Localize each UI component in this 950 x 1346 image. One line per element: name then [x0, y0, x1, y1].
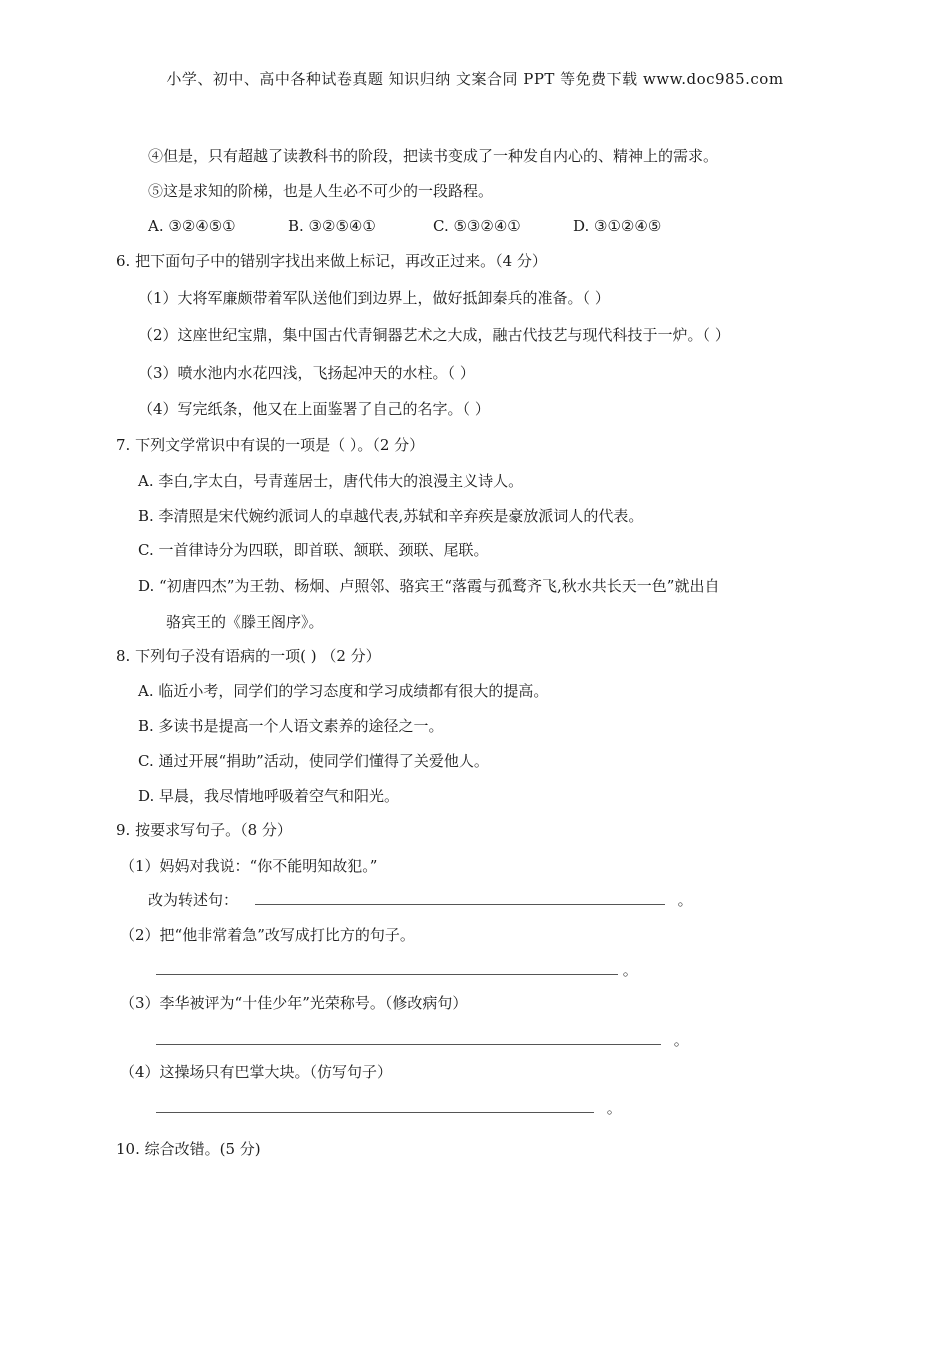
q9-item-1: （1）妈妈对我说：“你不能明知故犯。”: [120, 857, 378, 875]
q5-option-a: A. ③②④⑤①: [148, 217, 236, 235]
q8-option-c: C. 通过开展“捐助”活动，使同学们懂得了关爱他人。: [138, 752, 489, 770]
q8-option-b: B. 多读书是提高一个人语文素养的途径之一。: [138, 717, 444, 735]
q7-title: 7. 下列文学常识中有误的一项是（ ）。（2 分）: [116, 436, 425, 454]
q9-item-2: （2）把“他非常着急”改写成打比方的句子。: [120, 926, 415, 944]
q6-item-2: （2）这座世纪宝鼎，集中国古代青铜器艺术之大成，融古代技艺与现代科技于一炉。（ ）: [138, 326, 730, 344]
q7-option-d-line1: D. “初唐四杰”为王勃、杨炯、卢照邻、骆宾王“落霞与孤鹜齐飞,秋水共长天一色”就出自: [138, 577, 720, 595]
q9-item-1-prompt: 改为转述句：: [148, 891, 239, 909]
q6-item-4: （4）写完纸条，他又在上面鉴署了自己的名字。（ ）: [138, 400, 490, 418]
answer-blank-4[interactable]: [156, 1098, 594, 1113]
answer-blank-2[interactable]: [156, 960, 618, 975]
q9-title: 9. 按要求写句子。（8 分）: [116, 821, 292, 839]
q10-title: 10. 综合改错。(5 分): [116, 1140, 261, 1158]
q9-item-4-answer: [156, 1098, 622, 1118]
answer-blank-1[interactable]: [255, 890, 665, 905]
q9-item-4: （4）这操场只有巴掌大块。（仿写句子）: [120, 1063, 393, 1081]
q9-item-3: （3）李华被评为“十佳少年”光荣称号。（修改病句）: [120, 994, 468, 1012]
q6-title: 6. 把下面句子中的错别字找出来做上标记，再改正过来。（4 分）: [116, 252, 547, 270]
q9-item-3-answer: [156, 1030, 689, 1050]
q9-item-4-period: 。: [606, 1099, 622, 1117]
q5-sentence-5: ⑤这是求知的阶梯，也是人生必不可少的一段路程。: [148, 182, 494, 200]
page-header: 小学、初中、高中各种试卷真题 知识归纳 文案合同 PPT 等免费下载 www.doc985.com: [166, 70, 784, 88]
q8-title: 8. 下列句子没有语病的一项( ) （2 分）: [116, 647, 381, 665]
q5-sentence-4: ④但是，只有超越了读教科书的阶段，把读书变成了一种发自内心的、精神上的需求。: [148, 147, 719, 165]
q6-item-3: （3）喷水池内水花四浅，飞扬起冲天的水柱。（ ）: [138, 364, 475, 382]
q8-option-d: D. 早晨，我尽情地呼吸着空气和阳光。: [138, 787, 400, 805]
q7-option-c: C. 一首律诗分为四联，即首联、颔联、颈联、尾联。: [138, 541, 489, 559]
q5-option-b: B. ③②⑤④①: [288, 217, 376, 235]
q7-option-b: B. 李清照是宋代婉约派词人的卓越代表,苏轼和辛弃疾是豪放派词人的代表。: [138, 507, 644, 525]
q9-item-1-period: 。: [677, 891, 693, 909]
q9-item-2-answer: [156, 960, 638, 980]
q5-options: [148, 216, 661, 236]
q5-option-c: C. ⑤③②④①: [433, 217, 521, 235]
q9-item-3-period: 。: [673, 1031, 689, 1049]
q9-item-2-period: 。: [622, 961, 638, 979]
q5-option-d: D. ③①②④⑤: [573, 217, 662, 235]
answer-blank-3[interactable]: [156, 1030, 661, 1045]
q9-item-1-answer: [148, 890, 693, 910]
q6-item-1: （1）大将军廉颇带着军队送他们到边界上，做好抵卸秦兵的准备。（ ）: [138, 289, 610, 307]
q7-option-a: A. 李白,字太白，号青莲居士，唐代伟大的浪漫主义诗人。: [138, 472, 524, 490]
q7-option-d-line2: 骆宾王的《滕王阁序》。: [166, 613, 324, 631]
q8-option-a: A. 临近小考，同学们的学习态度和学习成绩都有很大的提高。: [138, 682, 549, 700]
